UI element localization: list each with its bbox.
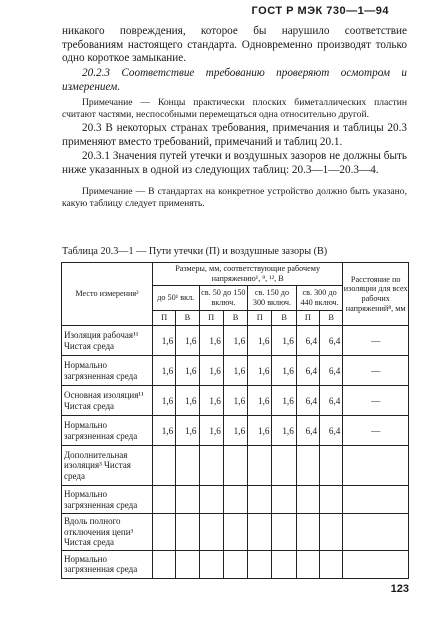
table-row <box>62 514 409 551</box>
p-header: П <box>199 311 223 326</box>
distance-cell: — <box>343 416 409 446</box>
row-label: Дополнительная изоляция³ Чистая среда <box>62 446 153 486</box>
col-header-distance: Расстояние по изоляции для всех рабочих напряжений⁸, мм <box>343 263 409 326</box>
value-cell: 6,4 <box>296 386 319 416</box>
b-header: В <box>176 311 199 326</box>
row-label: Нормально загрязненная среда <box>62 416 153 446</box>
value-cell <box>176 550 199 578</box>
value-cell <box>199 486 223 514</box>
value-cell <box>152 514 175 551</box>
value-cell: 1,6 <box>223 326 247 356</box>
value-cell <box>296 446 319 486</box>
value-cell <box>152 486 175 514</box>
clearance-table <box>61 262 409 579</box>
value-cell <box>272 550 296 578</box>
value-cell <box>199 446 223 486</box>
value-cell <box>152 446 175 486</box>
value-cell: 6,4 <box>320 386 343 416</box>
value-cell <box>272 486 296 514</box>
value-cell: 6,4 <box>320 326 343 356</box>
row-label: Изоляция рабочая¹¹ Чистая среда <box>62 326 153 356</box>
value-cell: 6,4 <box>296 326 319 356</box>
value-cell <box>199 514 223 551</box>
table-row <box>62 356 409 386</box>
document-header: ГОСТ Р МЭК 730—1—94 <box>251 5 389 17</box>
value-cell: 1,6 <box>199 386 223 416</box>
value-cell: 1,6 <box>223 416 247 446</box>
distance-cell <box>343 446 409 486</box>
range-header: св. 300 до 440 включ. <box>296 286 343 311</box>
value-cell: 1,6 <box>248 386 272 416</box>
value-cell: 1,6 <box>248 416 272 446</box>
value-cell: 1,6 <box>272 386 296 416</box>
value-cell: 1,6 <box>152 326 175 356</box>
value-cell: 1,6 <box>152 386 175 416</box>
paragraph-continuation: никакого повреждения, которое бы нарушило соответствие требованиям настоящего стандарта. Одновременно производят только одно короткое замыкание. <box>62 25 407 65</box>
b-header: В <box>223 311 247 326</box>
value-cell <box>223 446 247 486</box>
b-header: В <box>320 311 343 326</box>
distance-cell <box>343 514 409 551</box>
value-cell: 1,6 <box>223 386 247 416</box>
distance-cell: — <box>343 326 409 356</box>
value-cell <box>176 514 199 551</box>
value-cell: 1,6 <box>176 326 199 356</box>
table-row <box>62 416 409 446</box>
value-cell <box>223 550 247 578</box>
b-header: В <box>272 311 296 326</box>
range-header: св. 50 до 150 включ. <box>199 286 248 311</box>
distance-cell <box>343 486 409 514</box>
value-cell: 1,6 <box>199 416 223 446</box>
range-header: св. 150 до 300 включ. <box>248 286 297 311</box>
note-1: Примечание — Концы практически плоских биметаллических пластин считают частями, неспособными перемещаться одна относительно другой. <box>62 97 407 120</box>
value-cell <box>248 446 272 486</box>
table-row <box>62 446 409 486</box>
value-cell <box>320 446 343 486</box>
value-cell <box>223 486 247 514</box>
value-cell <box>199 550 223 578</box>
p-header: П <box>152 311 175 326</box>
value-cell <box>176 446 199 486</box>
distance-cell <box>343 550 409 578</box>
row-label: Нормально загрязненная среда <box>62 550 153 578</box>
value-cell <box>296 550 319 578</box>
value-cell: 1,6 <box>223 356 247 386</box>
distance-cell: — <box>343 356 409 386</box>
row-label: Основная изоляция¹¹ Чистая среда <box>62 386 153 416</box>
value-cell: 6,4 <box>296 416 319 446</box>
value-cell: 6,4 <box>320 356 343 386</box>
value-cell <box>320 550 343 578</box>
value-cell: 1,6 <box>152 416 175 446</box>
value-cell <box>223 514 247 551</box>
value-cell <box>152 550 175 578</box>
table-row <box>62 550 409 578</box>
distance-cell: — <box>343 386 409 416</box>
table-row <box>62 486 409 514</box>
value-cell <box>320 486 343 514</box>
paragraph-20-3-1: 20.3.1 Значения путей утечки и воздушных зазоров не должны быть ниже указанных в одной из следующих таблиц: 20.3—1—20.3—4. <box>62 150 407 176</box>
value-cell <box>248 550 272 578</box>
value-cell: 1,6 <box>152 356 175 386</box>
p-header: П <box>248 311 272 326</box>
value-cell <box>248 486 272 514</box>
row-label: Нормально загрязненная среда <box>62 486 153 514</box>
value-cell: 6,4 <box>320 416 343 446</box>
table-row <box>62 326 409 356</box>
value-cell: 1,6 <box>176 356 199 386</box>
value-cell <box>296 486 319 514</box>
value-cell: 1,6 <box>272 326 296 356</box>
range-header: до 50¹ вкл. <box>152 286 199 311</box>
value-cell: 1,6 <box>199 356 223 386</box>
p-header: П <box>296 311 319 326</box>
value-cell: 1,6 <box>199 326 223 356</box>
value-cell <box>272 514 296 551</box>
table-row <box>62 386 409 416</box>
col-header-place: Место измерения² <box>62 263 153 326</box>
value-cell <box>296 514 319 551</box>
note-2: Примечание — В стандартах на конкретное устройство должно быть указано, какую таблицу следует применять. <box>62 186 407 209</box>
value-cell <box>248 514 272 551</box>
row-label: Вдоль полного отключения цепи³ Чистая среда <box>62 514 153 551</box>
value-cell: 1,6 <box>176 386 199 416</box>
table-caption: Таблица 20.3—1 — Пути утечки (П) и воздушные зазоры (В) <box>62 246 328 257</box>
value-cell <box>320 514 343 551</box>
value-cell: 1,6 <box>272 416 296 446</box>
col-header-voltage-group: Размеры, мм, соответствующие рабочему напряжению¹, ⁹, ¹², В <box>152 263 342 286</box>
value-cell <box>272 446 296 486</box>
value-cell: 6,4 <box>296 356 319 386</box>
value-cell: 1,6 <box>272 356 296 386</box>
paragraph-20-3: 20.3 В некоторых странах требования, примечания и таблицы 20.3 применяют вместо требований, примечаний и таблиц 20.1. <box>62 122 407 148</box>
paragraph-20-2-3: 20.2.3 Соответствие требованию проверяют осмотром и измерением. <box>62 67 407 93</box>
value-cell: 1,6 <box>248 356 272 386</box>
value-cell <box>176 486 199 514</box>
row-label: Нормально загрязненная среда <box>62 356 153 386</box>
page-number: 123 <box>390 583 409 595</box>
value-cell: 1,6 <box>176 416 199 446</box>
value-cell: 1,6 <box>248 326 272 356</box>
